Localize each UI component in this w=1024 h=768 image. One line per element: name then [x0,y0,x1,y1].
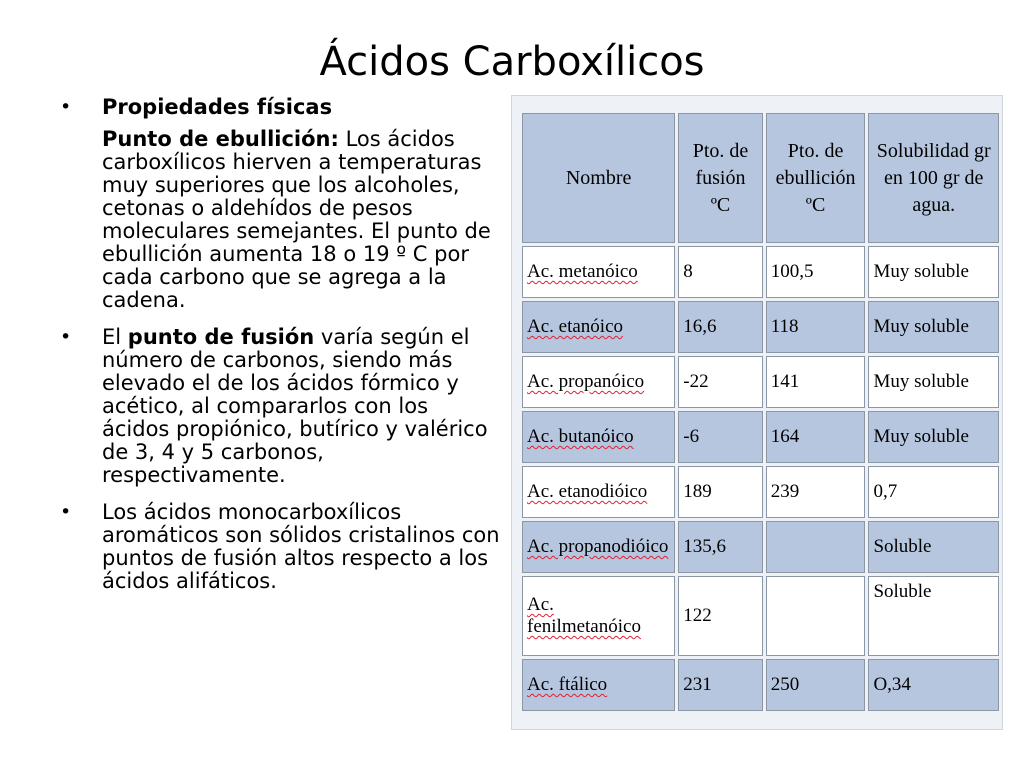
cell-solubility: Muy soluble [868,411,999,463]
header-boiling-point: Pto. de ebullición ºC [766,113,866,243]
cell-boiling: 239 [766,466,866,518]
cell-melting: 135,6 [678,521,762,573]
cell-boiling [766,576,866,656]
bullet-dot-icon: • [60,326,72,348]
header-solubility: Solubilidad gr en 100 gr de agua. [868,113,999,243]
cell-melting: 16,6 [678,301,762,353]
cell-name: Ac. butanóico [522,411,675,463]
cell-name: Ac. metanóico [522,246,675,298]
melting-point-label: punto de fusión [127,325,315,349]
cell-boiling: 118 [766,301,866,353]
cell-boiling: 164 [766,411,866,463]
table-row [522,521,999,573]
cell-name: Ac. propanodióico [522,521,675,573]
cell-solubility: O,34 [868,659,999,711]
cell-melting: -6 [678,411,762,463]
bullet-melting-point [60,326,500,487]
cell-boiling: 141 [766,356,866,408]
cell-melting: -22 [678,356,762,408]
bullet-dot-icon: • [60,96,72,118]
cell-name: Ac. propanóico [522,356,675,408]
bullet-aromatic-acids [60,501,500,593]
text-content [60,96,500,593]
cell-name: Ac. etanodióico [522,466,675,518]
table-row [522,356,999,408]
cell-melting: 8 [678,246,762,298]
boiling-point-text: Los ácidos carboxílicos hierven a temperaturas muy superiores que los alcoholes, cetonas o aldehídos de pesos moleculares semejantes. El punto de ebullición aumenta 18 o 19 º C por cada carbono que se agrega a la cadena. [102,127,491,312]
boiling-point-paragraph [60,128,500,312]
cell-solubility: Soluble [868,521,999,573]
properties-table [519,110,1002,714]
cell-solubility: Muy soluble [868,246,999,298]
cell-boiling: 250 [766,659,866,711]
melting-point-text: varía según el número de carbonos, siendo más elevado el de los ácidos fórmico y acético, al compararlos con los ácidos propiónico, butírico y valérico de 3, 4 y 5 carbonos, respectivamente. [102,325,488,487]
cell-solubility: Muy soluble [868,356,999,408]
cell-solubility: Soluble [868,576,999,656]
bullet-dot-icon: • [60,501,72,523]
header-melting-point: Pto. de fusión ºC [678,113,762,243]
melting-point-pre: El [102,325,128,349]
table-row [522,576,999,656]
header-name: Nombre [522,113,675,243]
cell-solubility: Muy soluble [868,301,999,353]
table-row [522,411,999,463]
cell-name: Ac. ftálico [522,659,675,711]
table-row [522,659,999,711]
bullet-heading: Propiedades físicas [102,95,333,119]
bullet-physical-properties [60,96,500,119]
boiling-point-label: Punto de ebullición: [102,127,339,151]
cell-melting: 122 [678,576,762,656]
cell-boiling [766,521,866,573]
cell-name: Ac. fenilmetanóico [522,576,675,656]
table-row [522,246,999,298]
cell-name: Ac. etanóico [522,301,675,353]
aromatic-acids-text: Los ácidos monocarboxílicos aromáticos son sólidos cristalinos con puntos de fusión altos respecto a los ácidos alifáticos. [102,500,500,593]
table-header-row [522,113,999,243]
table-row [522,301,999,353]
table-row [522,466,999,518]
cell-solubility: 0,7 [868,466,999,518]
cell-melting: 189 [678,466,762,518]
cell-melting: 231 [678,659,762,711]
cell-boiling: 100,5 [766,246,866,298]
slide-title: Ácidos Carboxílicos [319,39,705,85]
